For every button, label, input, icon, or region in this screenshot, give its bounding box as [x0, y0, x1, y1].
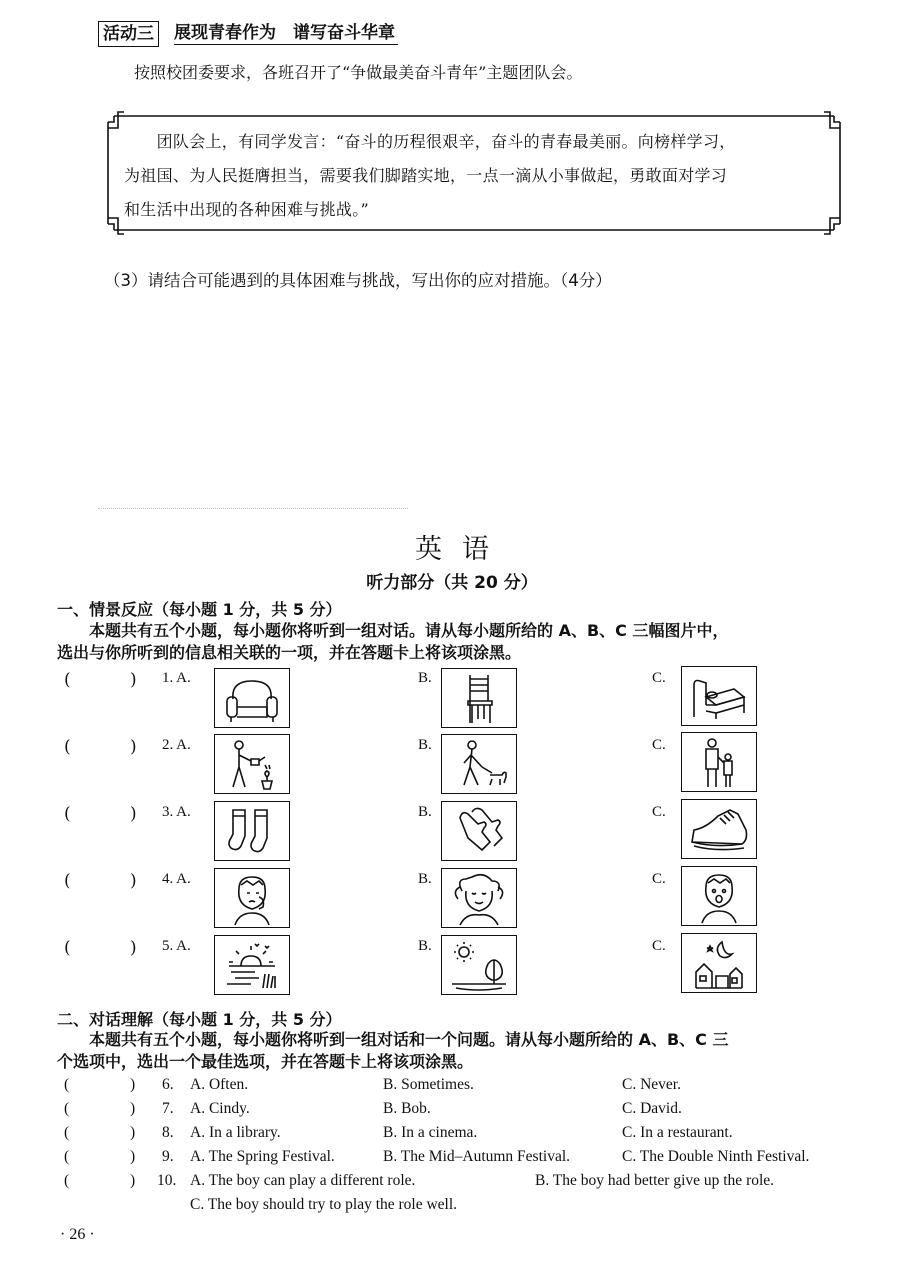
answer-paren-open: (: [64, 670, 71, 690]
moon-town-icon: [682, 934, 756, 992]
option-c[interactable]: C. In a restaurant.: [622, 1124, 733, 1141]
option-b-label: B.: [418, 670, 432, 686]
instruction-line: 个选项中，选出一个最佳选项，并在答题卡上将该项涂黑。: [57, 1052, 474, 1071]
answer-paren-close: ): [130, 670, 137, 690]
english-title: 英语: [415, 534, 509, 565]
question-number: 7.: [162, 1100, 174, 1117]
activity-intro: 按照校团委要求，各班召开了“争做最美奋斗青年”主题团队会。: [134, 63, 583, 82]
option-a[interactable]: A. In a library.: [190, 1124, 281, 1141]
question-number: 8.: [162, 1124, 174, 1141]
answer-paren-close: ): [130, 871, 137, 891]
page-number: · 26 ·: [60, 1226, 95, 1243]
quote-line: 团队会上，有同学发言：“奋斗的历程很艰辛，奋斗的青春最美丽。向榜样学习，: [124, 132, 736, 151]
listening-subtitle: 听力部分（共 20 分）: [366, 573, 538, 593]
section2-instruction: [57, 1029, 865, 1073]
answer-paren-open: (: [64, 1124, 70, 1141]
parent-child-icon: [682, 733, 756, 791]
option-a[interactable]: A. The boy can play a different role.: [190, 1172, 416, 1189]
answer-paren-open: (: [64, 804, 71, 824]
option-b[interactable]: B. Sometimes.: [383, 1076, 474, 1093]
question-number: 5. A.: [162, 938, 191, 954]
option-a-picture[interactable]: [214, 801, 290, 861]
quote-line: 为祖国、为人民挺膺担当，需要我们脚踏实地，一点一滴从小事做起，勇敢面对学习: [124, 166, 728, 185]
option-b[interactable]: B. The boy had better give up the role.: [535, 1172, 775, 1189]
option-a-picture[interactable]: [214, 734, 290, 794]
question-number: 1. A.: [162, 670, 191, 686]
option-a-picture[interactable]: [214, 868, 290, 928]
armchair-icon: [215, 669, 289, 727]
option-b-picture[interactable]: [441, 734, 517, 794]
option-b-label: B.: [418, 871, 432, 887]
answer-paren-close: ): [130, 737, 137, 757]
answer-paren-open: (: [64, 938, 71, 958]
quote-text: [124, 125, 834, 227]
question-number: 3. A.: [162, 804, 191, 820]
option-a[interactable]: A. Cindy.: [190, 1100, 250, 1117]
option-c-picture[interactable]: [681, 666, 757, 726]
option-c[interactable]: C. Never.: [622, 1076, 681, 1093]
option-b-label: B.: [418, 737, 432, 753]
option-c-label: C.: [652, 670, 666, 686]
option-b[interactable]: B. Bob.: [383, 1100, 431, 1117]
question-number: 2. A.: [162, 737, 191, 753]
option-b-picture[interactable]: [441, 668, 517, 728]
bed-icon: [682, 667, 756, 725]
sneaker-icon: [682, 800, 756, 858]
option-c-label: C.: [652, 871, 666, 887]
section1-heading: 一、情景反应（每小题 1 分，共 5 分）: [57, 600, 342, 619]
option-c[interactable]: C. The boy should try to play the role well.: [190, 1196, 458, 1213]
answer-paren-open: (: [64, 1100, 70, 1117]
quote-line: 和生活中出现的各种困难与挑战。”: [124, 200, 369, 219]
activity-title: 展现青春作为 谱写奋斗华章: [174, 22, 398, 45]
answer-paren-open: (: [64, 1148, 70, 1165]
option-c[interactable]: C. David.: [622, 1100, 682, 1117]
option-c-label: C.: [652, 938, 666, 954]
divider: [98, 508, 408, 513]
answer-paren-close: ): [130, 1148, 136, 1165]
option-b-label: B.: [418, 804, 432, 820]
boy-toothache-icon: [215, 869, 289, 927]
answer-paren-open: (: [64, 1076, 70, 1093]
option-c-picture[interactable]: [681, 732, 757, 792]
gloves-icon: [442, 802, 516, 860]
watering-plant-icon: [215, 735, 289, 793]
option-c-picture[interactable]: [681, 799, 757, 859]
option-b-picture[interactable]: [441, 801, 517, 861]
option-b[interactable]: B. In a cinema.: [383, 1124, 478, 1141]
section2-heading: 二、对话理解（每小题 1 分，共 5 分）: [57, 1010, 342, 1029]
option-b-picture[interactable]: [441, 868, 517, 928]
answer-paren-close: ): [130, 1100, 136, 1117]
question-3: （3）请结合可能遇到的具体困难与挑战，写出你的应对措施。（4分）: [104, 271, 612, 290]
sun-tree-icon: [442, 936, 516, 994]
boy-surprised-icon: [682, 867, 756, 925]
option-a-picture[interactable]: [214, 935, 290, 995]
activity-label: 活动三: [98, 21, 159, 47]
boy-tired-icon: [442, 869, 516, 927]
option-c[interactable]: C. The Double Ninth Festival.: [622, 1148, 810, 1165]
option-a[interactable]: A. The Spring Festival.: [190, 1148, 335, 1165]
answer-paren-close: ): [130, 1124, 136, 1141]
option-b-picture[interactable]: [441, 935, 517, 995]
answer-paren-close: ): [130, 938, 137, 958]
answer-paren-close: ): [130, 1076, 136, 1093]
option-c-picture[interactable]: [681, 866, 757, 926]
answer-paren-close: ): [130, 1172, 136, 1189]
instruction-line: 本题共有五个小题，每小题你将听到一组对话。请从每小题所给的 A、B、C 三幅图片中，: [57, 621, 729, 640]
option-b[interactable]: B. The Mid–Autumn Festival.: [383, 1148, 571, 1165]
answer-paren-close: ): [130, 804, 137, 824]
answer-paren-open: (: [64, 737, 71, 757]
walking-dog-icon: [442, 735, 516, 793]
sunrise-icon: [215, 936, 289, 994]
question-number: 9.: [162, 1148, 174, 1165]
answer-paren-open: (: [64, 871, 71, 891]
option-a[interactable]: A. Often.: [190, 1076, 249, 1093]
section1-instruction: [57, 620, 865, 664]
option-a-picture[interactable]: [214, 668, 290, 728]
question-number: 6.: [162, 1076, 174, 1093]
answer-paren-open: (: [64, 1172, 70, 1189]
option-c-label: C.: [652, 737, 666, 753]
question-number: 10.: [157, 1172, 177, 1189]
option-c-picture[interactable]: [681, 933, 757, 993]
socks-icon: [215, 802, 289, 860]
instruction-line: 本题共有五个小题，每小题你将听到一组对话和一个问题。请从每小题所给的 A、B、C 三: [57, 1030, 729, 1049]
option-b-label: B.: [418, 938, 432, 954]
option-c-label: C.: [652, 804, 666, 820]
chair-icon: [442, 669, 516, 727]
question-number: 4. A.: [162, 871, 191, 887]
instruction-line: 选出与你所听到的信息相关联的一项，并在答题卡上将该项涂黑。: [57, 643, 522, 662]
